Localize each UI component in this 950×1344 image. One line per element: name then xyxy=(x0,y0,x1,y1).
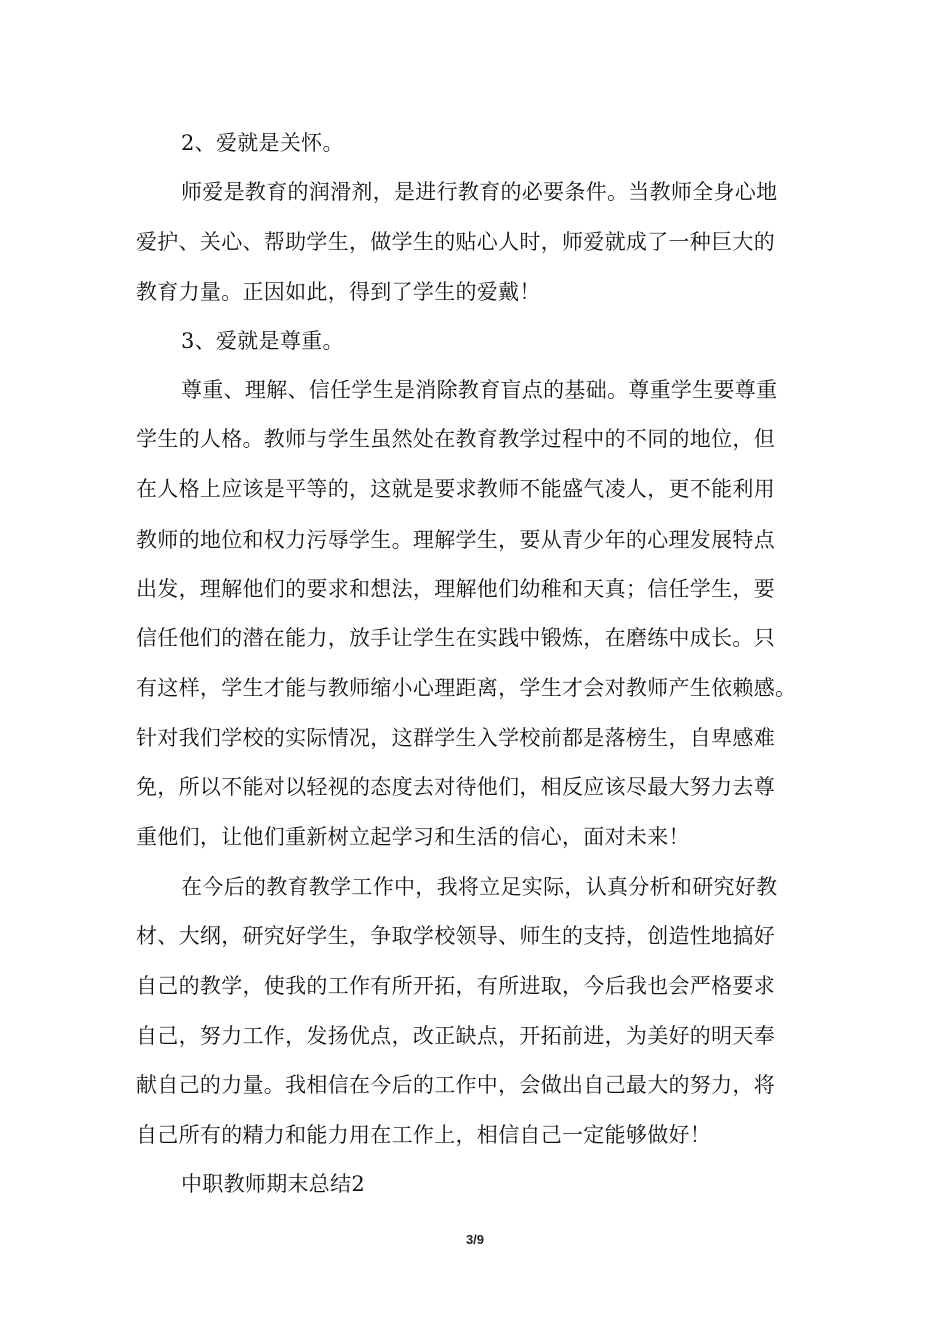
paragraph-line: 尊重、理解、信任学生是消除教育盲点的基础。尊重学生要尊重 xyxy=(181,378,778,402)
paragraph-line: 自己所有的精力和能力用在工作上，相信自己一定能够做好！ xyxy=(136,1123,712,1147)
paragraph-line: 重他们，让他们重新树立起学习和生活的信心，面对未来！ xyxy=(136,825,690,849)
paragraph-line: 爱护、关心、帮助学生，做学生的贴心人时，师爱就成了一种巨大的 xyxy=(136,230,775,254)
paragraph-line: 信任他们的潜在能力，放手让学生在实践中锻炼，在磨练中成长。只 xyxy=(136,626,775,650)
paragraph-line: 材、大纲，研究好学生，争取学校领导、师生的支持，创造性地搞好 xyxy=(136,924,775,948)
section-title: 中职教师期末总结2 xyxy=(181,1172,366,1196)
heading-love-is-respect: 3、爱就是尊重。 xyxy=(181,329,344,353)
paragraph-line: 出发，理解他们的要求和想法，理解他们幼稚和天真；信任学生，要 xyxy=(136,577,775,601)
paragraph-line: 教师的地位和权力污辱学生。理解学生，要从青少年的心理发展特点 xyxy=(136,528,775,552)
paragraph-line: 在今后的教育教学工作中，我将立足实际，认真分析和研究好教 xyxy=(181,875,778,899)
paragraph-line: 针对我们学校的实际情况，这群学生入学校前都是落榜生，自卑感难 xyxy=(136,726,775,750)
paragraph-line: 自己的教学，使我的工作有所开拓，有所进取，今后我也会严格要求 xyxy=(136,974,775,998)
paragraph-line: 献自己的力量。我相信在今后的工作中，会做出自己最大的努力，将 xyxy=(136,1073,775,1097)
paragraph-line: 在人格上应该是平等的，这就是要求教师不能盛气凌人，更不能利用 xyxy=(136,477,775,501)
paragraph-line: 学生的人格。教师与学生虽然处在教育教学过程中的不同的地位，但 xyxy=(136,427,775,451)
paragraph-line: 免，所以不能对以轻视的态度去对待他们，相反应该尽最大努力去尊 xyxy=(136,775,775,799)
paragraph-line: 教育力量。正因如此，得到了学生的爱戴！ xyxy=(136,280,541,304)
heading-love-is-care: 2、爱就是关怀。 xyxy=(181,131,344,155)
paragraph-line: 师爱是教育的润滑剂，是进行教育的必要条件。当教师全身心地 xyxy=(181,180,778,204)
paragraph-line: 有这样，学生才能与教师缩小心理距离，学生才会对教师产生依赖感。 xyxy=(136,676,797,700)
paragraph-line: 自己，努力工作，发扬优点，改正缺点，开拓前进，为美好的明天奉 xyxy=(136,1024,775,1048)
page-number: 3/9 xyxy=(465,1232,485,1247)
